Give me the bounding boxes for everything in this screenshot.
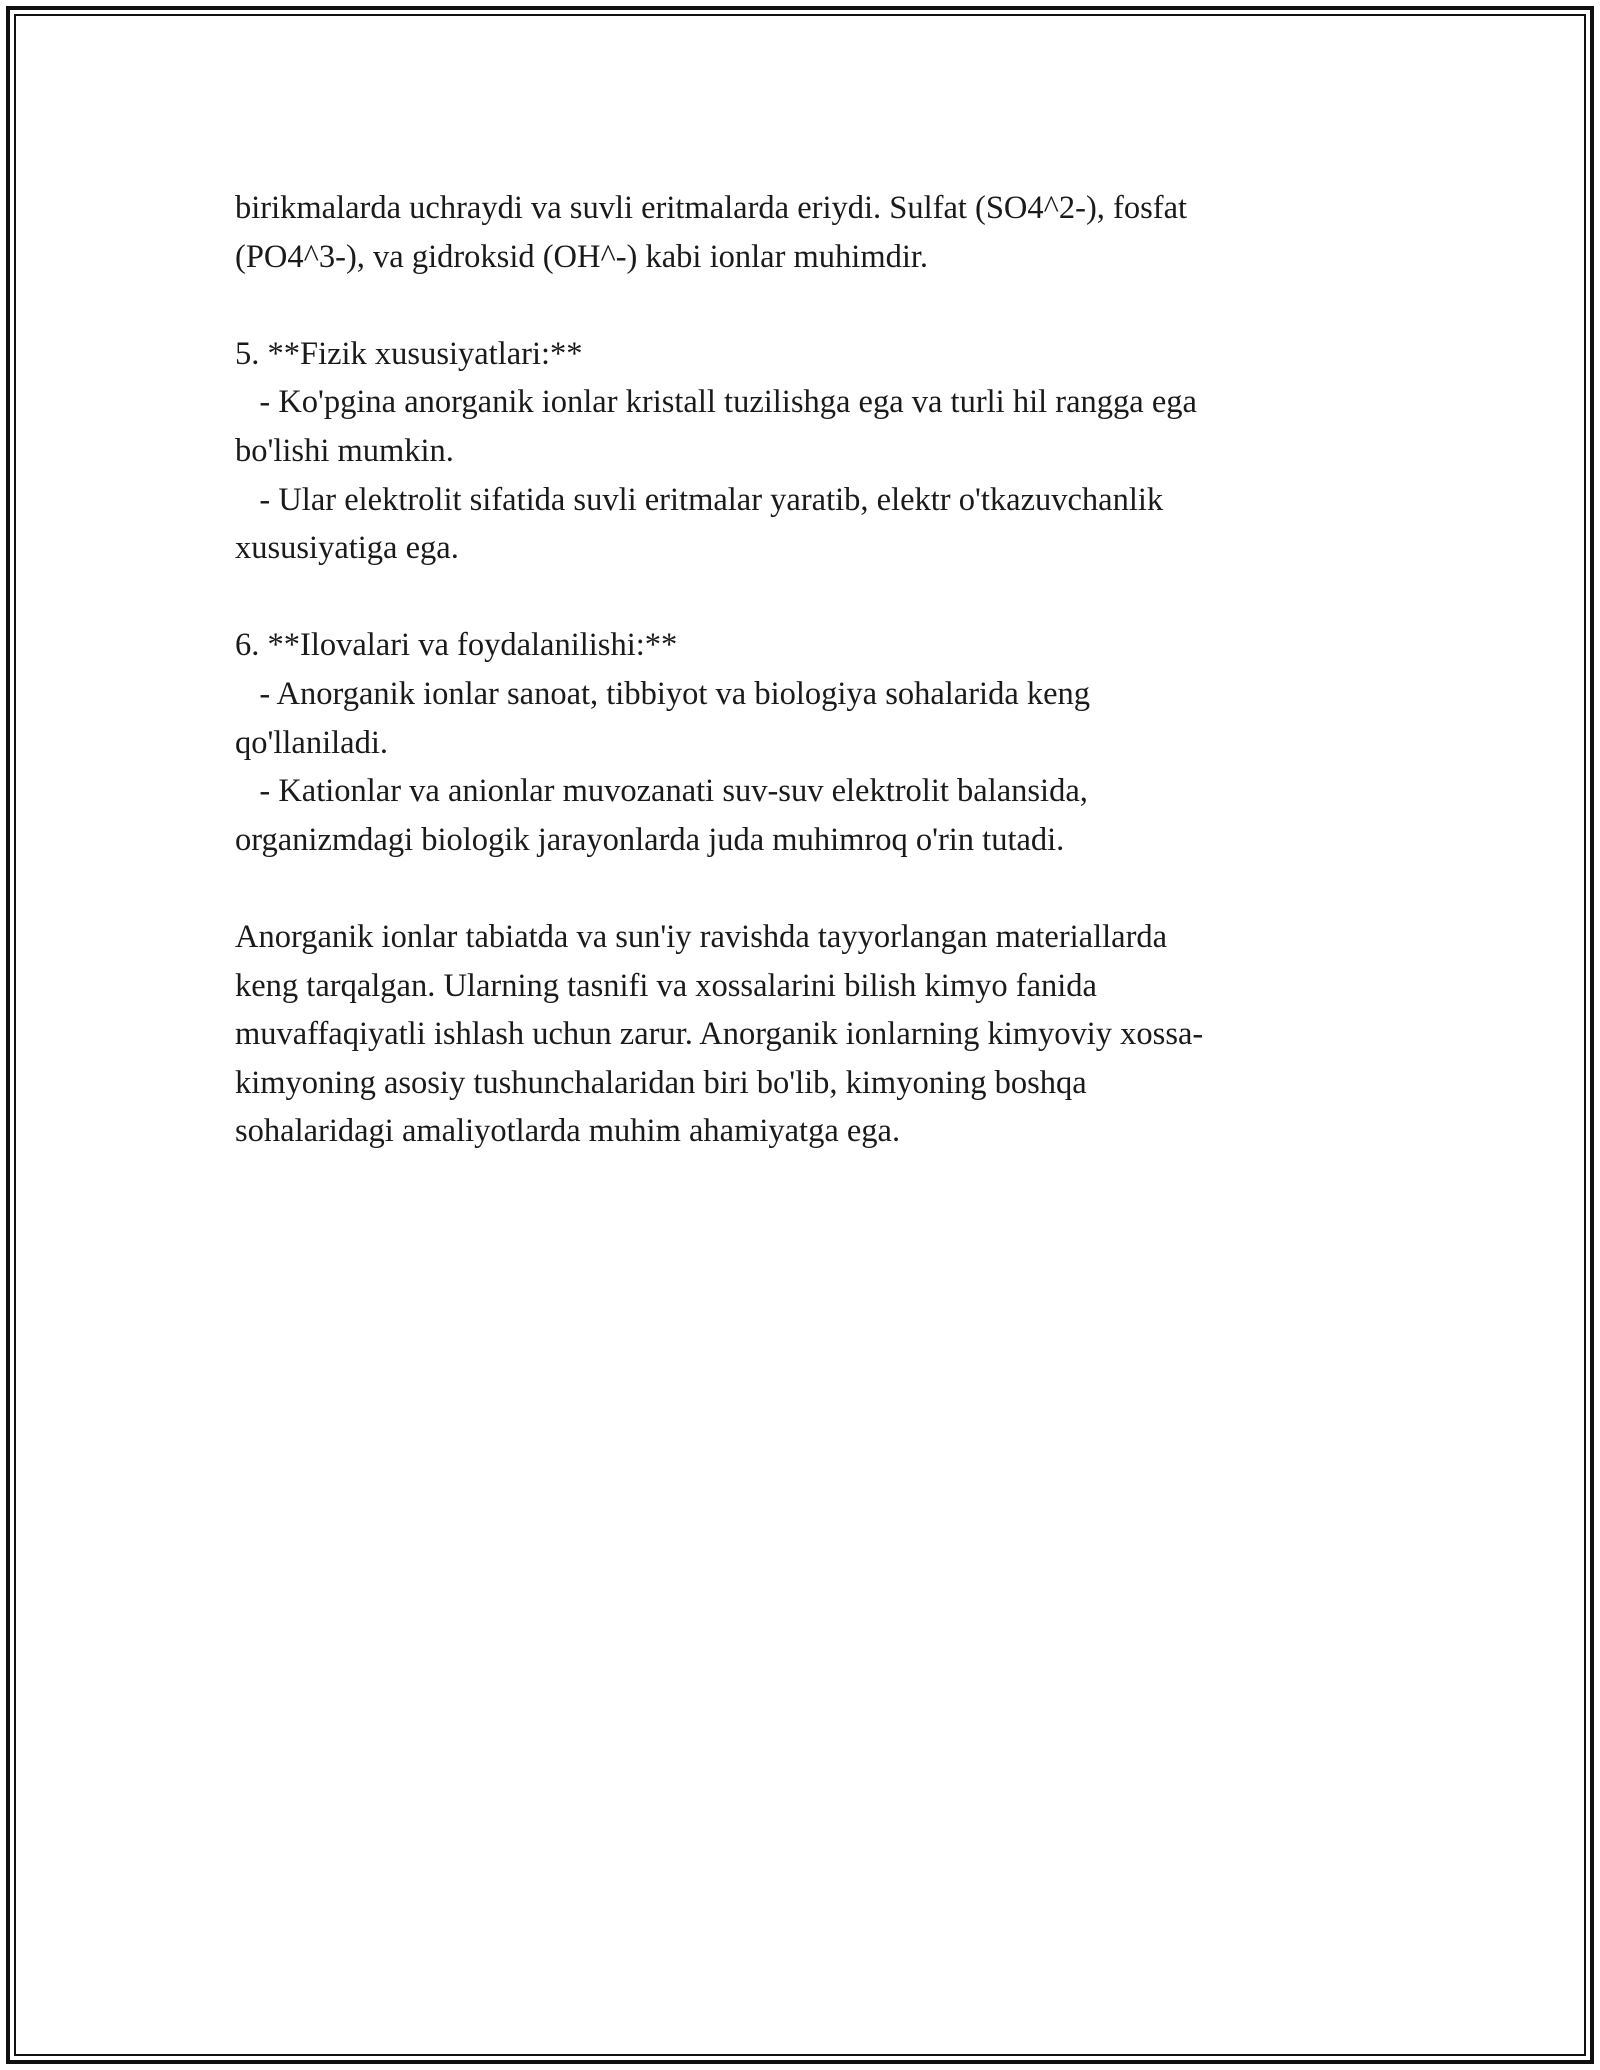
text-line: muvaffaqiyatli ishlash uchun zarur. Anorganik ionlarning kimyoviy xossa-	[235, 1016, 1204, 1053]
paragraph-gap	[235, 573, 1365, 622]
text-line: bo'lishi mumkin.	[235, 432, 454, 469]
document-body	[235, 184, 1365, 1156]
text-line: xususiyatiga ega.	[235, 530, 459, 567]
text-line: (PO4^3-), va gidroksid (OH^-) kabi ionlar muhimdir.	[235, 238, 929, 275]
text-line: qo'llaniladi.	[235, 724, 388, 761]
text-line: - Ular elektrolit sifatida suvli eritmalar yaratib, elektr o'tkazuvchanlik	[235, 481, 1164, 518]
text-line: organizmdagi biologik jarayonlarda juda muhimroq o'rin tutadi.	[235, 821, 1065, 858]
text-line: keng tarqalgan. Ularning tasnifi va xossalarini bilish kimyo fanida	[235, 967, 1097, 1004]
paragraph-gap	[235, 864, 1365, 913]
text-line: sohalaridagi amaliyotlarda muhim ahamiyatga ega.	[235, 1113, 901, 1150]
text-line: Anorganik ionlar tabiatda va sun'iy ravishda tayyorlangan materiallarda	[235, 918, 1168, 955]
text-line: - Kationlar va anionlar muvozanati suv-suv elektrolit balansida,	[235, 773, 1088, 810]
text-line: birikmalarda uchraydi va suvli eritmalarda eriydi. Sulfat (SO4^2-), fosfat	[235, 190, 1188, 226]
section-heading: 5. **Fizik xususiyatlari:**	[235, 335, 583, 372]
section-heading: 6. **Ilovalari va foydalanilishi:**	[235, 627, 678, 664]
text-line: - Anorganik ionlar sanoat, tibbiyot va biologiya sohalarida keng	[235, 675, 1091, 712]
text-line: - Ko'pgina anorganik ionlar kristall tuzilishga ega va turli hil rangga ega	[235, 384, 1197, 421]
text-line: kimyoning asosiy tushunchalaridan biri bo'lib, kimyoning boshqa	[235, 1064, 1087, 1101]
paragraph-gap	[235, 281, 1365, 330]
